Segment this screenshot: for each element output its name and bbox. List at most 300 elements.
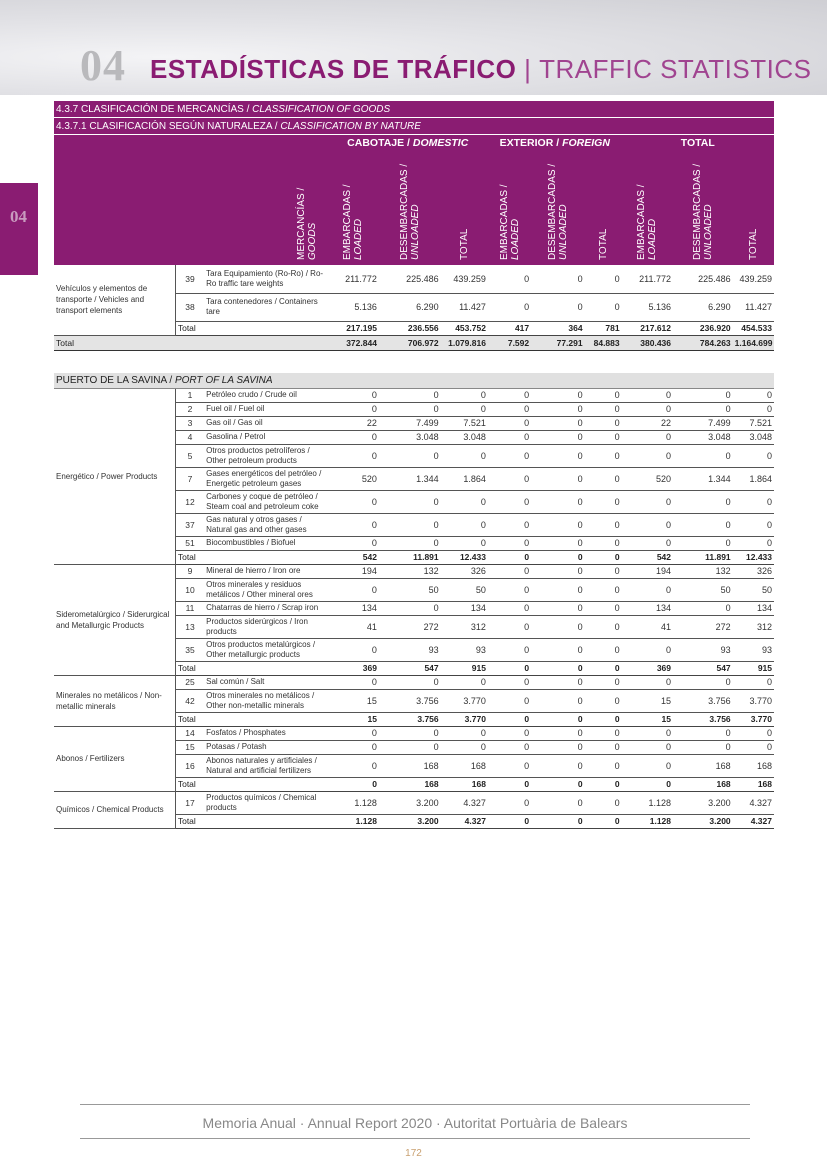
value-cell: 50 [441, 578, 488, 601]
grand-total-value: 380.436 [622, 335, 673, 350]
category-label: Siderometalúrgico / Siderurgical and Metallurgic Products [54, 564, 175, 675]
grand-total-value: 1.164.699 [733, 335, 774, 350]
subtotal-value: 15 [328, 712, 379, 726]
value-cell: 0 [673, 740, 733, 754]
value-cell: 7.499 [673, 416, 733, 430]
value-cell: 0 [585, 402, 622, 416]
value-cell: 168 [441, 754, 488, 777]
value-cell: 0 [488, 416, 531, 430]
value-cell: 0 [622, 726, 673, 740]
value-cell: 3.770 [441, 689, 488, 712]
subtotal-value: 236.920 [673, 321, 733, 335]
value-cell: 0 [622, 388, 673, 402]
value-cell: 439.259 [441, 265, 488, 293]
value-cell: 11.427 [441, 293, 488, 321]
value-cell: 0 [531, 416, 584, 430]
total-header: TOTAL [458, 228, 470, 260]
value-cell: 0 [531, 536, 584, 550]
value-cell: 0 [673, 513, 733, 536]
value-cell: 0 [585, 689, 622, 712]
value-cell: 0 [585, 578, 622, 601]
value-cell: 0 [585, 740, 622, 754]
subtotal-value: 1.128 [622, 814, 673, 828]
subtotal-value: 3.200 [379, 814, 441, 828]
statistics-table-wrapper [54, 101, 774, 829]
port-header [54, 373, 774, 389]
value-cell: 11.427 [733, 293, 774, 321]
value-cell: 0 [531, 726, 584, 740]
value-cell: 93 [733, 638, 774, 661]
subtotal-value: 0 [585, 814, 622, 828]
value-cell: 0 [585, 388, 622, 402]
value-cell: 0 [531, 615, 584, 638]
subtotal-value: 3.200 [673, 814, 733, 828]
value-cell: 0 [673, 675, 733, 689]
group-foreign: EXTERIOR / FOREIGN [488, 135, 622, 152]
value-cell: 0 [379, 402, 441, 416]
value-cell: 0 [585, 444, 622, 467]
value-cell: 1.128 [328, 791, 379, 814]
subtotal-value: 0 [488, 777, 531, 791]
subtotal-label: Total [175, 661, 327, 675]
goods-code: 42 [175, 689, 204, 712]
spacer-cell [54, 350, 774, 373]
goods-description: Gasolina / Petrol [204, 430, 327, 444]
value-cell: 0 [379, 675, 441, 689]
footer-text: Memoria Anual · Annual Report 2020 · Autoritat Portuària de Balears [202, 1115, 628, 1131]
value-cell: 3.200 [379, 791, 441, 814]
goods-description: Gases energéticos del petróleo / Energetic petroleum gases [204, 467, 327, 490]
value-cell: 6.290 [379, 293, 441, 321]
subtotal-value: 542 [622, 550, 673, 564]
goods-description: Fosfatos / Phosphates [204, 726, 327, 740]
value-cell: 1.344 [673, 467, 733, 490]
value-cell: 326 [441, 564, 488, 578]
value-cell: 0 [585, 430, 622, 444]
goods-description: Otros productos metalúrgicos / Other metallurgic products [204, 638, 327, 661]
goods-code: 16 [175, 754, 204, 777]
value-cell: 0 [441, 490, 488, 513]
value-cell: 134 [622, 601, 673, 615]
spacer-row [54, 350, 774, 373]
value-cell: 0 [585, 726, 622, 740]
goods-code: 10 [175, 578, 204, 601]
value-cell: 0 [733, 536, 774, 550]
value-cell: 0 [379, 536, 441, 550]
value-cell: 0 [328, 430, 379, 444]
group-header-row [54, 135, 774, 152]
section-band: 4.3.7 CLASIFICACIÓN DE MERCANCÍAS / CLASSIFICATION OF GOODS [54, 101, 774, 118]
subtotal-value: 0 [622, 777, 673, 791]
value-cell: 50 [733, 578, 774, 601]
value-cell: 0 [488, 615, 531, 638]
value-cell: 0 [622, 513, 673, 536]
footer-rule-top [80, 1104, 750, 1105]
subtotal-value: 15 [622, 712, 673, 726]
value-cell: 0 [622, 638, 673, 661]
grand-total-value: 77.291 [531, 335, 584, 350]
value-cell: 0 [531, 293, 584, 321]
value-cell: 0 [379, 490, 441, 513]
value-cell: 93 [379, 638, 441, 661]
value-cell: 0 [531, 689, 584, 712]
classification-table [54, 101, 774, 829]
grand-total-value: 372.844 [328, 335, 379, 350]
value-cell: 0 [673, 490, 733, 513]
value-cell: 0 [531, 754, 584, 777]
value-cell: 0 [488, 726, 531, 740]
goods-description: Biocombustibles / Biofuel [204, 536, 327, 550]
subtotal-value: 0 [585, 550, 622, 564]
chapter-title-en: TRAFFIC STATISTICS [539, 54, 812, 84]
subtotal-value: 4.327 [733, 814, 774, 828]
value-cell: 3.048 [673, 430, 733, 444]
value-cell: 0 [585, 564, 622, 578]
value-cell: 168 [379, 754, 441, 777]
value-cell: 312 [733, 615, 774, 638]
subtotal-value: 0 [531, 712, 584, 726]
value-cell: 0 [441, 513, 488, 536]
value-cell: 0 [585, 467, 622, 490]
value-cell: 0 [488, 444, 531, 467]
value-cell: 0 [328, 402, 379, 416]
value-cell: 0 [328, 638, 379, 661]
subtotal-value: 0 [531, 661, 584, 675]
value-cell: 93 [673, 638, 733, 661]
subtotal-value: 0 [585, 661, 622, 675]
value-cell: 0 [531, 601, 584, 615]
value-cell: 0 [488, 388, 531, 402]
value-cell: 7.521 [441, 416, 488, 430]
subtotal-value: 364 [531, 321, 584, 335]
subtotal-value: 369 [622, 661, 673, 675]
subtotal-value: 236.556 [379, 321, 441, 335]
value-cell: 7.521 [733, 416, 774, 430]
value-cell: 3.048 [441, 430, 488, 444]
value-cell: 0 [733, 402, 774, 416]
goods-code: 37 [175, 513, 204, 536]
unloaded-header: DESEMBARCADAS / UNLOADED [546, 163, 569, 260]
value-cell: 225.486 [673, 265, 733, 293]
subtotal-value: 0 [531, 777, 584, 791]
value-cell: 0 [733, 444, 774, 467]
value-cell: 0 [441, 726, 488, 740]
value-cell: 0 [585, 416, 622, 430]
value-cell: 0 [328, 490, 379, 513]
goods-description: Gas oil / Gas oil [204, 416, 327, 430]
loaded-header: EMBARCADAS / LOADED [498, 184, 521, 260]
value-cell: 0 [488, 689, 531, 712]
goods-description: Tara Equipamiento (Ro-Ro) / Ro-Ro traffic tare weights [204, 265, 327, 293]
value-cell: 194 [622, 564, 673, 578]
goods-code: 51 [175, 536, 204, 550]
value-cell: 5.136 [622, 293, 673, 321]
chapter-title [150, 54, 811, 85]
subtotal-value: 168 [441, 777, 488, 791]
subtotal-value: 915 [733, 661, 774, 675]
value-cell: 41 [622, 615, 673, 638]
value-cell: 50 [379, 578, 441, 601]
subtotal-value: 0 [585, 777, 622, 791]
side-chapter-number: 04 [10, 207, 27, 226]
subtotal-value: 0 [585, 712, 622, 726]
value-cell: 0 [379, 601, 441, 615]
value-cell: 0 [585, 293, 622, 321]
chapter-title-sep: | [524, 54, 532, 84]
goods-code: 14 [175, 726, 204, 740]
value-cell: 0 [673, 444, 733, 467]
port-name-es: PUERTO DE LA SAVINA / [56, 374, 175, 386]
value-cell: 7.499 [379, 416, 441, 430]
value-cell: 0 [328, 675, 379, 689]
value-cell: 0 [622, 402, 673, 416]
value-cell: 0 [379, 444, 441, 467]
subtotal-value: 1.128 [328, 814, 379, 828]
subtotal-value: 0 [488, 550, 531, 564]
value-cell: 0 [622, 444, 673, 467]
value-cell: 0 [488, 513, 531, 536]
subtotal-value: 11.891 [673, 550, 733, 564]
value-cell: 3.048 [379, 430, 441, 444]
goods-description: Productos químicos / Chemical products [204, 791, 327, 814]
value-cell: 439.259 [733, 265, 774, 293]
goods-description: Carbones y coque de petróleo / Steam coal and petroleum coke [204, 490, 327, 513]
value-cell: 272 [379, 615, 441, 638]
value-cell: 0 [585, 601, 622, 615]
value-cell: 0 [585, 615, 622, 638]
goods-code: 15 [175, 740, 204, 754]
goods-code: 13 [175, 615, 204, 638]
column-header-row [54, 151, 774, 265]
value-cell: 0 [441, 740, 488, 754]
grand-total-value: 84.883 [585, 335, 622, 350]
value-cell: 3.756 [379, 689, 441, 712]
value-cell: 0 [733, 740, 774, 754]
subtotal-value: 12.433 [733, 550, 774, 564]
value-cell: 3.200 [673, 791, 733, 814]
value-cell: 0 [328, 740, 379, 754]
value-cell: 0 [622, 675, 673, 689]
subtotal-value: 3.770 [441, 712, 488, 726]
value-cell: 0 [379, 726, 441, 740]
goods-code: 4 [175, 430, 204, 444]
value-cell: 0 [622, 740, 673, 754]
value-cell: 0 [328, 754, 379, 777]
value-cell: 50 [673, 578, 733, 601]
unloaded-header: DESEMBARCADAS / UNLOADED [398, 163, 421, 260]
value-cell: 0 [673, 536, 733, 550]
subtotal-value: 168 [733, 777, 774, 791]
value-cell: 0 [531, 402, 584, 416]
value-cell: 0 [488, 675, 531, 689]
value-cell: 0 [531, 638, 584, 661]
value-cell: 22 [622, 416, 673, 430]
loaded-header: EMBARCADAS / LOADED [636, 184, 659, 260]
value-cell: 0 [673, 726, 733, 740]
value-cell: 3.756 [673, 689, 733, 712]
value-cell: 168 [733, 754, 774, 777]
subtotal-value: 217.612 [622, 321, 673, 335]
subtotal-value: 0 [328, 777, 379, 791]
value-cell: 0 [585, 675, 622, 689]
value-cell: 0 [673, 601, 733, 615]
table-body [54, 101, 774, 828]
value-cell: 134 [328, 601, 379, 615]
value-cell: 0 [488, 430, 531, 444]
loaded-header: EMBARCADAS / LOADED [342, 184, 365, 260]
value-cell: 520 [622, 467, 673, 490]
subtotal-value: 0 [531, 814, 584, 828]
value-cell: 168 [673, 754, 733, 777]
subtotal-value: 417 [488, 321, 531, 335]
goods-code: 2 [175, 402, 204, 416]
value-cell: 0 [328, 444, 379, 467]
value-cell: 0 [488, 265, 531, 293]
value-cell: 0 [585, 513, 622, 536]
subtotal-label: Total [175, 777, 327, 791]
value-cell: 0 [328, 536, 379, 550]
subtotal-label: Total [175, 550, 327, 564]
goods-description: Otros productos petrolíferos / Other petroleum products [204, 444, 327, 467]
value-cell: 0 [622, 430, 673, 444]
category-label: Vehículos y elementos de transporte / Vehicles and transport elements [54, 265, 175, 335]
table-row [54, 564, 774, 578]
subtotal-value: 0 [488, 661, 531, 675]
value-cell: 0 [622, 536, 673, 550]
goods-description: Otros minerales no metálicos / Other non-metallic minerals [204, 689, 327, 712]
total-header: TOTAL [747, 228, 759, 260]
value-cell: 132 [673, 564, 733, 578]
goods-code: 9 [175, 564, 204, 578]
subtotal-value: 454.533 [733, 321, 774, 335]
value-cell: 3.048 [733, 430, 774, 444]
value-cell: 0 [488, 467, 531, 490]
subtotal-value: 547 [673, 661, 733, 675]
value-cell: 0 [488, 740, 531, 754]
goods-description: Tara contenedores / Containers tare [204, 293, 327, 321]
value-cell: 0 [585, 638, 622, 661]
value-cell: 0 [328, 726, 379, 740]
value-cell: 22 [328, 416, 379, 430]
value-cell: 0 [585, 490, 622, 513]
value-cell: 0 [673, 402, 733, 416]
subtotal-value: 3.756 [379, 712, 441, 726]
value-cell: 15 [622, 689, 673, 712]
value-cell: 0 [379, 388, 441, 402]
value-cell: 0 [379, 513, 441, 536]
value-cell: 0 [488, 601, 531, 615]
value-cell: 0 [622, 754, 673, 777]
value-cell: 41 [328, 615, 379, 638]
value-cell: 3.770 [733, 689, 774, 712]
value-cell: 0 [488, 490, 531, 513]
value-cell: 0 [488, 754, 531, 777]
grand-total-row [54, 335, 774, 350]
value-cell: 0 [733, 675, 774, 689]
subsection-band: 4.3.7.1 CLASIFICACIÓN SEGÚN NATURALEZA / CLASSIFICATION BY NATURE [54, 118, 774, 135]
goods-code: 12 [175, 490, 204, 513]
value-cell: 326 [733, 564, 774, 578]
goods-code: 7 [175, 467, 204, 490]
goods-code: 11 [175, 601, 204, 615]
goods-description: Fuel oil / Fuel oil [204, 402, 327, 416]
value-cell: 0 [441, 402, 488, 416]
value-cell: 4.327 [441, 791, 488, 814]
subtotal-value: 0 [488, 814, 531, 828]
grand-total-value: 784.263 [673, 335, 733, 350]
value-cell: 211.772 [622, 265, 673, 293]
subtotal-value: 3.770 [733, 712, 774, 726]
value-cell: 0 [531, 791, 584, 814]
value-cell: 0 [733, 388, 774, 402]
subtotal-value: 217.195 [328, 321, 379, 335]
subtotal-value: 915 [441, 661, 488, 675]
side-chapter-tab [0, 183, 38, 275]
value-cell: 0 [531, 675, 584, 689]
value-cell: 272 [673, 615, 733, 638]
value-cell: 134 [441, 601, 488, 615]
value-cell: 15 [328, 689, 379, 712]
goods-description: Abonos naturales y artificiales / Natural and artificial fertilizers [204, 754, 327, 777]
category-label: Químicos / Chemical Products [54, 791, 175, 828]
subtotal-value: 369 [328, 661, 379, 675]
grand-total-value: 706.972 [379, 335, 441, 350]
port-header-row [54, 373, 774, 389]
goods-description: Otros minerales y residuos metálicos / Other mineral ores [204, 578, 327, 601]
goods-code: 5 [175, 444, 204, 467]
value-cell: 0 [488, 536, 531, 550]
value-cell: 0 [488, 578, 531, 601]
value-cell: 0 [531, 564, 584, 578]
grand-total-label: Total [54, 335, 328, 350]
value-cell: 0 [328, 388, 379, 402]
value-cell: 0 [488, 293, 531, 321]
table-row [54, 388, 774, 402]
unloaded-header: DESEMBARCADAS / UNLOADED [691, 163, 714, 260]
value-cell: 5.136 [328, 293, 379, 321]
value-cell: 0 [328, 578, 379, 601]
goods-description: Mineral de hierro / Iron ore [204, 564, 327, 578]
subtotal-value: 547 [379, 661, 441, 675]
subtotal-value: 3.756 [673, 712, 733, 726]
value-cell: 0 [585, 791, 622, 814]
goods-code: 38 [175, 293, 204, 321]
value-cell: 211.772 [328, 265, 379, 293]
category-label: Abonos / Fertilizers [54, 726, 175, 791]
value-cell: 0 [733, 513, 774, 536]
subtotal-value: 11.891 [379, 550, 441, 564]
value-cell: 312 [441, 615, 488, 638]
subtotal-value: 168 [379, 777, 441, 791]
value-cell: 0 [531, 265, 584, 293]
page-number: 172 [405, 1148, 422, 1159]
grand-total-value: 7.592 [488, 335, 531, 350]
value-cell: 0 [733, 490, 774, 513]
value-cell: 6.290 [673, 293, 733, 321]
category-label: Minerales no metálicos / Non-metallic minerals [54, 675, 175, 726]
goods-description: Petróleo crudo / Crude oil [204, 388, 327, 402]
value-cell: 0 [488, 638, 531, 661]
value-cell: 0 [622, 578, 673, 601]
subtotal-label: Total [175, 814, 327, 828]
goods-code: 25 [175, 675, 204, 689]
group-total: TOTAL [622, 135, 774, 152]
value-cell: 0 [585, 265, 622, 293]
value-cell: 1.864 [441, 467, 488, 490]
value-cell: 0 [531, 740, 584, 754]
goods-description: Potasas / Potash [204, 740, 327, 754]
subtotal-value: 453.752 [441, 321, 488, 335]
